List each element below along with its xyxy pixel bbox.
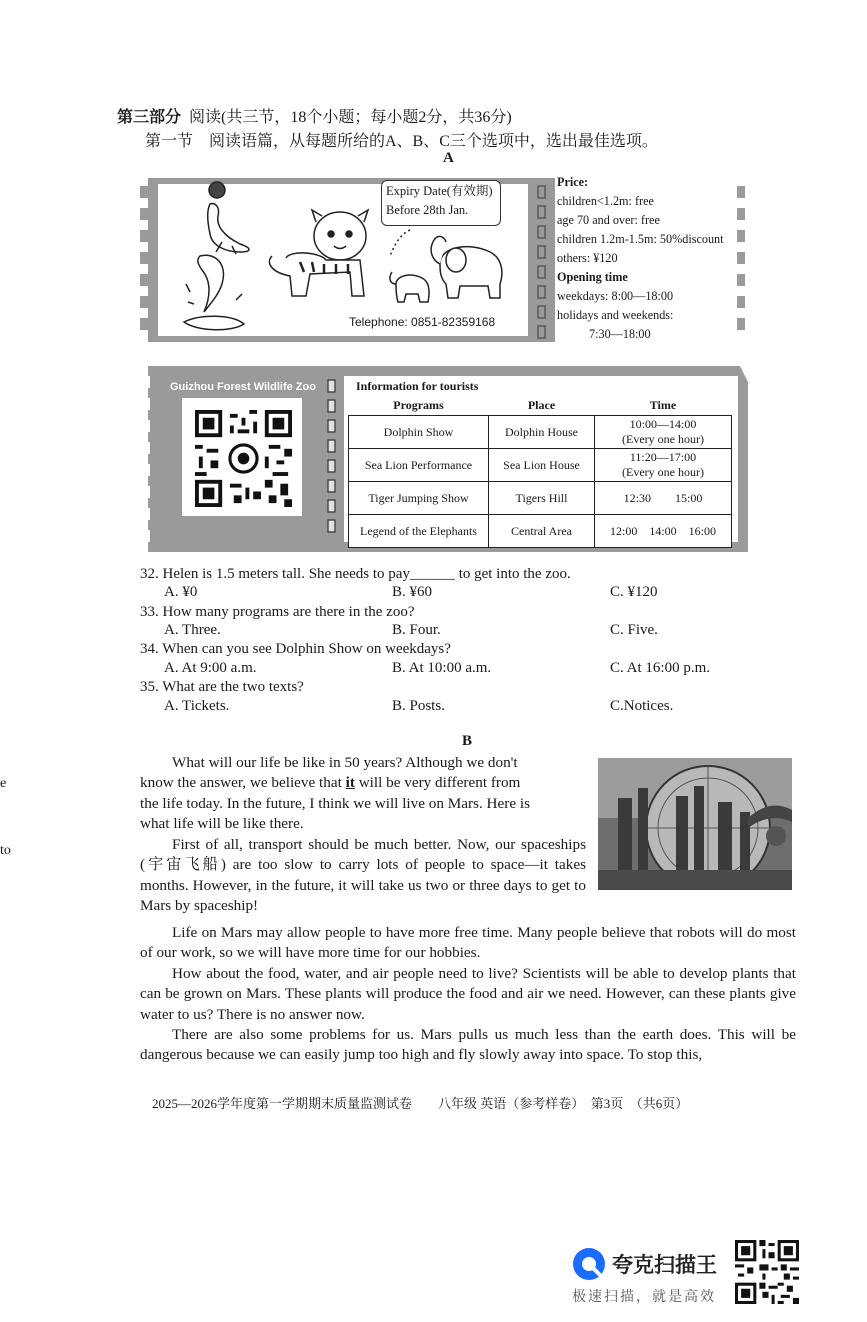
question-34: 34. When can you see Dolphin Show on weekdays? — [140, 641, 451, 657]
qr-code-icon — [195, 410, 292, 507]
passage-b-paragraph-5: There are also some problems for us. Mars pulls us much less than the earth does. This will be dangerous because we can easily jump too high and fly slowly away into space. To stop this, — [140, 1026, 796, 1064]
mars-city-image — [598, 758, 792, 890]
table-header: Programs — [393, 397, 444, 412]
scanner-brand-name: 夸克扫描王 — [612, 1253, 717, 1277]
text-line: the life today. In the future, I think we will live on Mars. Here is — [140, 794, 530, 812]
passage-b-label: B — [462, 733, 473, 749]
zoo-name: Guizhou Forest Wildlife Zoo — [170, 381, 316, 393]
time-note: (Every one hour) — [622, 432, 704, 446]
price-line: age 70 and over: free — [557, 213, 660, 227]
option-a: A. At 9:00 a.m. — [164, 660, 257, 676]
text-line: What will our life be like in 50 years? Although we don't — [172, 754, 518, 771]
table-header: Time — [649, 397, 677, 412]
section-desc: 阅读(共三节，18个小题；每小题2分，共36分) — [189, 109, 512, 126]
telephone-text: Telephone: 0851-82359168 — [349, 315, 496, 329]
passage-b-paragraph-3: Life on Mars may allow people to have more free time. Many people believe that robots will do most of our work, so we will have more time for our hobbies. — [140, 924, 796, 962]
program-time — [595, 416, 732, 449]
time-note: (Every one hour) — [622, 465, 704, 479]
option-b: B. Posts. — [392, 698, 445, 714]
qr-code-icon — [735, 1240, 799, 1304]
option-a: A. Tickets. — [164, 698, 230, 714]
program-place: Tigers Hill — [489, 482, 595, 515]
margin-fragment: e — [0, 776, 7, 791]
price-panel — [557, 173, 737, 344]
table-row — [349, 515, 732, 548]
underlined-word: it — [345, 774, 355, 792]
option-c: C. Five. — [610, 622, 658, 638]
opening-line: holidays and weekends: — [557, 308, 674, 322]
program-name: Legend of the Elephants — [349, 515, 489, 548]
table-row — [349, 416, 732, 449]
program-time: 12:00 14:00 16:00 — [595, 515, 732, 548]
price-line: others: ¥120 — [557, 251, 618, 265]
passage-b-paragraph-4: How about the food, water, and air people need to live? Scientists will be able to develop plants that can be grown on Mars. These plants will produce the food and air we need. However, can these plants give water to us? There is no answer now. — [140, 965, 796, 1023]
opening-heading: Opening time — [557, 270, 628, 284]
program-place: Dolphin House — [489, 416, 595, 449]
text-line — [140, 773, 586, 793]
program-table — [348, 395, 732, 548]
question-33: 33. How many programs are there in the zoo? — [140, 604, 415, 620]
subsection-instruction: 第一节 阅读语篇，从每题所给的A、B、C三个选项中，选出最佳选项。 — [145, 133, 658, 150]
option-c: C. ¥120 — [610, 584, 658, 600]
option-c: C. At 16:00 p.m. — [610, 660, 711, 676]
text-segment: know the answer, we believe that — [140, 774, 346, 792]
expiry-value: Before 28th Jan. — [386, 203, 469, 217]
section-header — [117, 104, 512, 127]
option-b: B. ¥60 — [392, 584, 433, 600]
info-title: Information for tourists — [356, 379, 479, 393]
passage-b-paragraph-2: First of all, transport should be much better. Now, our spaceships (宇宙飞船) are too slow to carry lots of people to space—it takes months. However, in the future, it will take us two or three days to get to Mars by spaceship! — [140, 836, 586, 914]
time-range: 10:00—14:00 — [629, 417, 697, 431]
text-segment: will be very different from — [354, 774, 521, 792]
time-range: 11:20—17:00 — [629, 450, 697, 464]
margin-fragment: to — [0, 843, 11, 858]
program-time — [595, 449, 732, 482]
price-line: children<1.2m: free — [557, 194, 654, 208]
question-35: 35. What are the two texts? — [140, 679, 304, 695]
opening-line: weekdays: 8:00—18:00 — [557, 289, 674, 303]
passage-a-label: A — [443, 150, 454, 166]
scanner-logo-icon — [572, 1247, 606, 1281]
program-name: Tiger Jumping Show — [349, 482, 489, 515]
program-time: 12:30 15:00 — [595, 482, 732, 515]
program-name: Sea Lion Performance — [349, 449, 489, 482]
table-row — [349, 449, 732, 482]
scanner-slogan: 极速扫描，就是高效 — [572, 1289, 716, 1305]
passage-b-paragraph-1 — [140, 753, 586, 834]
program-name: Dolphin Show — [349, 416, 489, 449]
text-line: what life will be like there. — [140, 814, 304, 832]
table-header: Place — [527, 397, 556, 412]
option-a: A. ¥0 — [164, 584, 198, 600]
option-b: B. At 10:00 a.m. — [392, 660, 492, 676]
option-a: A. Three. — [164, 622, 221, 638]
expiry-title: Expiry Date(有效期) — [386, 184, 493, 198]
table-row — [349, 482, 732, 515]
question-32: 32. Helen is 1.5 meters tall. She needs to pay______ to get into the zoo. — [140, 566, 571, 582]
price-line: children 1.2m-1.5m: 50%discount — [557, 232, 724, 246]
option-c: C.Notices. — [610, 698, 674, 714]
section-title: 第三部分 — [117, 109, 182, 126]
opening-line: 7:30—18:00 — [589, 327, 651, 341]
program-place: Sea Lion House — [489, 449, 595, 482]
expiry-box — [381, 180, 501, 226]
page-footer: 2025—2026学年度第一学期期末质量监测试卷 八年级 英语（参考样卷） 第3页 （共6页） — [152, 1096, 689, 1111]
option-b: B. Four. — [392, 622, 441, 638]
price-heading: Price: — [557, 175, 589, 189]
program-place: Central Area — [489, 515, 595, 548]
